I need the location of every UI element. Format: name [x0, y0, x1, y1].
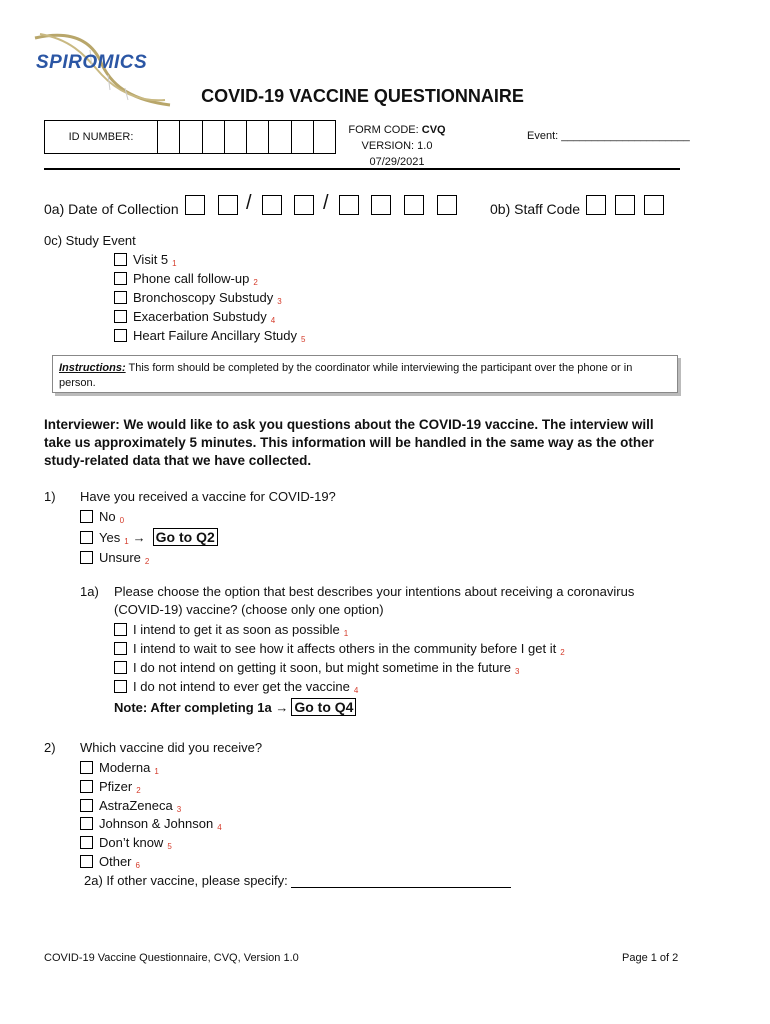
- note-text: Note: After completing 1a: [114, 700, 272, 715]
- q2-number: 2): [44, 740, 56, 755]
- study-event-option[interactable]: [114, 307, 275, 325]
- q1a-number: 1a): [80, 584, 99, 599]
- option-label: Don’t know: [99, 834, 164, 850]
- q2a-label: 2a) If other vaccine, please specify:: [84, 873, 288, 888]
- q1a-option[interactable]: [114, 677, 358, 695]
- option-code: 6: [135, 860, 140, 870]
- q1a-text-line1: Please choose the option that best describes your intentions about receiving a coronavirus: [114, 584, 635, 599]
- option-code: 2: [253, 277, 258, 287]
- option-label: Heart Failure Ancillary Study: [133, 327, 298, 343]
- staff-code-label: 0b) Staff Code: [490, 201, 581, 217]
- instructions-label: Instructions:: [59, 362, 126, 374]
- q1-option[interactable]: [80, 507, 124, 525]
- other-vaccine-input[interactable]: [291, 875, 511, 888]
- option-code: 0: [119, 515, 125, 525]
- date-day-box-2[interactable]: [294, 195, 314, 215]
- instructions-box: [52, 355, 678, 393]
- date-year-box-4[interactable]: [437, 195, 457, 215]
- option-label: Phone call follow-up: [133, 270, 250, 286]
- q2-option[interactable]: [80, 852, 140, 870]
- header-divider: [44, 168, 680, 170]
- option-label: Exacerbation Substudy: [133, 308, 267, 324]
- q1a-option[interactable]: [114, 620, 348, 638]
- option-label: Visit 5: [133, 251, 169, 267]
- id-digit-cell[interactable]: [180, 121, 202, 153]
- option-code: 1: [343, 628, 349, 638]
- instructions-text: This form should be completed by the coordinator while interviewing the participant over the phone or in person.: [59, 362, 633, 389]
- q2-option[interactable]: [80, 777, 141, 795]
- checkbox[interactable]: [114, 642, 127, 655]
- date-year-box-1[interactable]: [339, 195, 359, 215]
- form-code-label: FORM CODE:: [348, 124, 419, 136]
- checkbox[interactable]: [114, 253, 127, 266]
- option-code: 4: [217, 822, 222, 832]
- id-digit-cell[interactable]: [314, 121, 335, 153]
- checkbox[interactable]: [114, 272, 127, 285]
- q1-option[interactable]: [80, 548, 149, 566]
- date-separator: /: [323, 192, 329, 214]
- staff-code-box-3[interactable]: [644, 195, 664, 215]
- q2a-specify: [84, 873, 511, 888]
- checkbox[interactable]: [80, 855, 93, 868]
- id-number-label: ID NUMBER:: [45, 121, 158, 153]
- checkbox[interactable]: [80, 799, 93, 812]
- option-label: Bronchoscopy Substudy: [133, 289, 274, 305]
- date-month-box-2[interactable]: [218, 195, 238, 215]
- event-field[interactable]: Event: _____________________: [527, 130, 690, 142]
- study-event-label: 0c) Study Event: [44, 233, 136, 248]
- id-digit-cell[interactable]: [203, 121, 225, 153]
- option-label: I do not intend on getting it soon, but might sometime in the future: [133, 659, 511, 675]
- q2-option[interactable]: [80, 833, 172, 851]
- checkbox[interactable]: [80, 551, 93, 564]
- option-label: Johnson & Johnson: [99, 815, 214, 831]
- option-code: 2: [136, 785, 141, 795]
- interviewer-script: Interviewer: We would like to ask you questions about the COVID-19 vaccine. The interview will take us approximately 5 minutes. This information will be handled in the same way as the other study-related data that we have collected.: [44, 417, 654, 468]
- id-digit-cell[interactable]: [269, 121, 291, 153]
- id-number-field[interactable]: [44, 120, 336, 154]
- form-code-block: [337, 122, 457, 170]
- q1a-option[interactable]: [114, 639, 565, 657]
- checkbox[interactable]: [114, 661, 127, 674]
- checkbox[interactable]: [114, 623, 127, 636]
- option-code: 4: [270, 315, 276, 325]
- option-label: No: [99, 508, 116, 524]
- checkbox[interactable]: [80, 761, 93, 774]
- checkbox[interactable]: [80, 531, 93, 544]
- q1a-text-line2: (COVID-19) vaccine? (choose only one option): [114, 602, 384, 617]
- option-label: I do not intend to ever get the vaccine: [133, 678, 350, 694]
- date-separator: /: [246, 192, 252, 214]
- q2-text: Which vaccine did you receive?: [80, 740, 263, 755]
- checkbox[interactable]: [80, 510, 93, 523]
- option-label: Yes: [99, 529, 121, 545]
- option-label: I intend to get it as soon as possible: [133, 621, 340, 637]
- study-event-option[interactable]: [114, 269, 258, 287]
- study-event-option[interactable]: [114, 326, 305, 344]
- option-code: 2: [560, 647, 565, 657]
- date-day-box-1[interactable]: [262, 195, 282, 215]
- q1-option[interactable]: [80, 528, 218, 546]
- id-digit-cell[interactable]: [158, 121, 180, 153]
- checkbox[interactable]: [114, 310, 127, 323]
- option-code: 2: [144, 556, 150, 566]
- option-code: 3: [176, 804, 182, 814]
- option-label: Pfizer: [99, 778, 133, 794]
- q2-option[interactable]: [80, 814, 222, 832]
- date-year-box-3[interactable]: [404, 195, 424, 215]
- id-digit-cell[interactable]: [225, 121, 247, 153]
- spiromics-logo: [30, 30, 175, 110]
- checkbox[interactable]: [114, 291, 127, 304]
- option-code: 1: [124, 536, 129, 546]
- checkbox[interactable]: [80, 836, 93, 849]
- study-event-option[interactable]: [114, 250, 177, 268]
- footer-left: COVID-19 Vaccine Questionnaire, CVQ, Version 1.0: [44, 952, 299, 964]
- checkbox[interactable]: [114, 680, 127, 693]
- option-code: 5: [301, 334, 306, 344]
- option-label: AstraZeneca: [99, 797, 173, 813]
- study-event-option[interactable]: [114, 288, 282, 306]
- arrow-right-icon: →: [275, 700, 289, 715]
- q1-text: Have you received a vaccine for COVID-19?: [80, 489, 336, 504]
- arrow-right-icon: →: [132, 529, 146, 545]
- version-text: VERSION: 1.0 07/29/2021: [361, 140, 433, 168]
- checkbox[interactable]: [114, 329, 127, 342]
- q1a-option[interactable]: [114, 658, 519, 676]
- option-label: Unsure: [99, 549, 141, 565]
- id-digit-cell[interactable]: [247, 121, 269, 153]
- option-code: 3: [514, 666, 520, 676]
- checkbox[interactable]: [80, 780, 93, 793]
- page-number: Page 1 of 2: [622, 952, 679, 964]
- q1-number: 1): [44, 489, 56, 504]
- option-code: 4: [353, 685, 359, 695]
- form-code-value: CVQ: [421, 124, 446, 136]
- q2-option[interactable]: [80, 758, 159, 776]
- goto-q2-label: Go to Q2: [153, 528, 218, 546]
- option-label: Other: [99, 853, 132, 869]
- q1a-note: [114, 699, 356, 715]
- date-year-box-2[interactable]: [371, 195, 391, 215]
- staff-code-box-2[interactable]: [615, 195, 635, 215]
- date-month-box-1[interactable]: [185, 195, 205, 215]
- option-code: 3: [277, 296, 282, 306]
- option-code: 1: [154, 766, 159, 776]
- page-title: COVID-19 VACCINE QUESTIONNAIRE: [201, 86, 524, 106]
- option-label: I intend to wait to see how it affects others in the community before I get it: [133, 640, 557, 656]
- date-of-collection-label: 0a) Date of Collection: [44, 201, 179, 217]
- option-label: Moderna: [99, 759, 151, 775]
- goto-q4-label: Go to Q4: [291, 698, 356, 716]
- staff-code-box-1[interactable]: [586, 195, 606, 215]
- option-code: 1: [172, 258, 177, 268]
- id-digit-cell[interactable]: [292, 121, 314, 153]
- q2-option[interactable]: [80, 796, 181, 814]
- logo-text: SPIROMICS: [36, 52, 148, 73]
- checkbox[interactable]: [80, 817, 93, 830]
- option-code: 5: [167, 841, 172, 851]
